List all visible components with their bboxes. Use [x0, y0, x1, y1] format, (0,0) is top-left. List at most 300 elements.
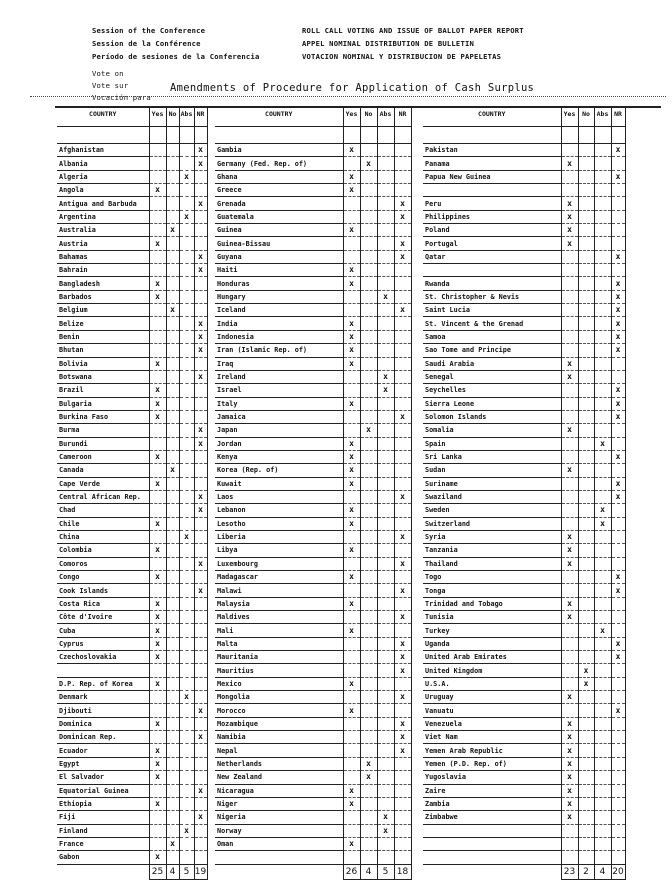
vote-mark-no	[578, 851, 594, 864]
vote-mark-yes	[149, 370, 166, 383]
vote-mark-nr	[194, 597, 207, 610]
vote-mark-no	[578, 477, 594, 490]
vote-mark-no	[166, 344, 179, 357]
vote-mark-no	[166, 624, 179, 637]
table-row	[215, 357, 411, 370]
table-row	[57, 824, 207, 837]
table-row	[215, 330, 411, 343]
vote-mark-nr	[394, 357, 411, 370]
table-row	[57, 197, 207, 210]
vote-mark-nr	[394, 144, 411, 157]
vote-mark-no	[166, 424, 179, 437]
vote-mark-no	[578, 357, 594, 370]
vote-mark-nr	[394, 477, 411, 490]
vote-mark-no	[360, 264, 377, 277]
vote-mark-abs	[377, 410, 394, 423]
vote-mark-abs	[594, 424, 611, 437]
vote-mark-no	[360, 717, 377, 730]
table-row	[215, 717, 411, 730]
vote-mark-abs	[594, 691, 611, 704]
country-name: Iran (Islamic Rep. of)	[215, 344, 343, 357]
country-name: Norway	[215, 824, 343, 837]
vote-mark-abs	[377, 237, 394, 250]
country-name: India	[215, 317, 343, 330]
vote-mark-abs	[377, 691, 394, 704]
vote-mark-yes	[343, 811, 360, 824]
vote-mark-no	[578, 424, 594, 437]
table-row	[57, 464, 207, 477]
country-name: Algeria	[57, 170, 149, 183]
vote-mark-abs	[594, 611, 611, 624]
vote-mark-no	[578, 557, 594, 570]
total-no: 4	[360, 864, 377, 879]
column-header-abs: Abs	[377, 108, 394, 127]
vote-mark-nr	[394, 450, 411, 463]
vote-mark-nr: x	[194, 504, 207, 517]
vote-mark-yes: x	[343, 450, 360, 463]
vote-mark-yes	[343, 237, 360, 250]
vote-mark-yes: x	[561, 544, 578, 557]
vote-mark-abs	[179, 677, 194, 690]
vote-mark-yes	[561, 517, 578, 530]
vote-mark-abs	[594, 557, 611, 570]
column-header-yes: Yes	[343, 108, 360, 127]
totals-row	[423, 864, 625, 879]
vote-mark-abs	[179, 144, 194, 157]
vote-mark-abs	[377, 450, 394, 463]
table-row	[57, 304, 207, 317]
vote-mark-yes	[561, 504, 578, 517]
table-row	[215, 344, 411, 357]
table-row	[57, 744, 207, 757]
vote-mark-no	[360, 317, 377, 330]
vote-mark-no	[166, 597, 179, 610]
vote-mark-abs	[179, 197, 194, 210]
vote-mark-nr: x	[611, 584, 625, 597]
country-name: Chile	[57, 517, 149, 530]
vote-mark-no	[166, 277, 179, 290]
country-name: Denmark	[57, 691, 149, 704]
vote-mark-no	[166, 771, 179, 784]
vote-mark-nr	[394, 851, 411, 864]
vote-mark-abs	[377, 584, 394, 597]
vote-mark-abs	[377, 651, 394, 664]
table-row	[423, 410, 625, 423]
country-name	[423, 824, 561, 837]
vote-mark-no	[360, 224, 377, 237]
vote-mark-no	[578, 624, 594, 637]
country-name: Egypt	[57, 757, 149, 770]
vote-mark-abs	[377, 330, 394, 343]
vote-mark-no	[360, 250, 377, 263]
country-name	[423, 184, 561, 197]
vote-mark-no	[578, 157, 594, 170]
vote-mark-yes	[561, 144, 578, 157]
vote-mark-abs	[594, 210, 611, 223]
country-name: Uruguay	[423, 691, 561, 704]
vote-mark-yes: x	[343, 144, 360, 157]
vote-mark-no	[166, 824, 179, 837]
vote-mark-abs	[594, 490, 611, 503]
vote-mark-abs	[377, 437, 394, 450]
vote-mark-nr: x	[394, 651, 411, 664]
vote-mark-yes	[343, 851, 360, 864]
vote-mark-no	[360, 611, 377, 624]
vote-mark-no	[578, 704, 594, 717]
vote-mark-yes	[149, 210, 166, 223]
vote-mark-yes	[561, 317, 578, 330]
vote-mark-yes: x	[343, 224, 360, 237]
vote-mark-nr	[394, 504, 411, 517]
vote-mark-yes	[343, 290, 360, 303]
table-row	[215, 170, 411, 183]
vote-mark-no	[578, 250, 594, 263]
column-header-country: COUNTRY	[57, 108, 149, 127]
vote-mark-no	[166, 517, 179, 530]
vote-mark-yes: x	[149, 397, 166, 410]
vote-mark-yes	[343, 691, 360, 704]
country-name: Chad	[57, 504, 149, 517]
table-row	[57, 237, 207, 250]
table-row	[57, 264, 207, 277]
vote-mark-yes	[343, 557, 360, 570]
table-row	[215, 490, 411, 503]
country-name: Saudi Arabia	[423, 357, 561, 370]
vote-mark-no	[578, 784, 594, 797]
vote-mark-no	[166, 530, 179, 543]
table-row	[423, 304, 625, 317]
table-row	[57, 330, 207, 343]
table-row	[423, 464, 625, 477]
table-row	[57, 651, 207, 664]
country-name: U.S.A.	[423, 677, 561, 690]
country-name: Viet Nam	[423, 731, 561, 744]
vote-mark-yes: x	[149, 357, 166, 370]
vote-mark-no: x	[360, 424, 377, 437]
vote-mark-abs: x	[594, 517, 611, 530]
country-name: Czechoslovakia	[57, 651, 149, 664]
vote-mark-yes	[561, 437, 578, 450]
table-row	[423, 744, 625, 757]
country-name: Kuwait	[215, 477, 343, 490]
vote-mark-yes	[561, 851, 578, 864]
vote-mark-nr	[194, 571, 207, 584]
vote-mark-yes: x	[149, 517, 166, 530]
vote-mark-no: x	[360, 157, 377, 170]
table-row	[57, 170, 207, 183]
country-name: Rwanda	[423, 277, 561, 290]
vote-mark-yes	[149, 250, 166, 263]
vote-mark-yes: x	[149, 771, 166, 784]
vote-mark-yes	[343, 210, 360, 223]
vote-mark-no	[166, 571, 179, 584]
vote-mark-nr: x	[394, 210, 411, 223]
column-header-nr: NR	[394, 108, 411, 127]
vote-mark-nr: x	[394, 197, 411, 210]
vote-mark-yes: x	[561, 611, 578, 624]
vote-mark-nr: x	[394, 304, 411, 317]
vote-mark-nr: x	[611, 384, 625, 397]
table-row	[215, 584, 411, 597]
vote-mark-yes: x	[561, 557, 578, 570]
vote-mark-abs	[594, 317, 611, 330]
vote-mark-abs	[179, 757, 194, 770]
vote-mark-yes: x	[149, 597, 166, 610]
vote-mark-abs	[179, 237, 194, 250]
table-row	[423, 691, 625, 704]
vote-mark-no	[360, 677, 377, 690]
vote-mark-no	[578, 757, 594, 770]
vote-mark-abs	[377, 517, 394, 530]
vote-mark-yes: x	[343, 544, 360, 557]
table-row	[215, 637, 411, 650]
vote-mark-nr	[194, 651, 207, 664]
table-row	[57, 677, 207, 690]
table-row	[57, 811, 207, 824]
vote-mark-nr: x	[394, 237, 411, 250]
vote-mark-no	[360, 450, 377, 463]
table-row	[215, 664, 411, 677]
vote-mark-no	[166, 357, 179, 370]
table-row	[57, 624, 207, 637]
vote-mark-no	[360, 651, 377, 664]
country-name: Bahamas	[57, 250, 149, 263]
vote-mark-no	[578, 290, 594, 303]
country-name: Bhutan	[57, 344, 149, 357]
country-name: United Arab Emirates	[423, 651, 561, 664]
table-row	[215, 237, 411, 250]
vote-mark-no	[166, 330, 179, 343]
country-name: Sweden	[423, 504, 561, 517]
table-row	[57, 504, 207, 517]
vote-table	[215, 108, 412, 880]
vote-mark-nr	[194, 771, 207, 784]
country-name: Cook Islands	[57, 584, 149, 597]
vote-mark-no	[166, 611, 179, 624]
country-name: Djibouti	[57, 704, 149, 717]
vote-mark-abs	[179, 651, 194, 664]
session-label-es: Período de sesiones de la Conferencia	[92, 52, 260, 61]
vote-mark-nr: x	[611, 571, 625, 584]
vote-mark-nr: x	[394, 584, 411, 597]
vote-mark-yes: x	[561, 811, 578, 824]
header-spacer-row	[423, 127, 625, 144]
vote-mark-yes	[561, 304, 578, 317]
vote-mark-abs	[377, 837, 394, 850]
vote-mark-abs	[179, 597, 194, 610]
vote-mark-abs	[594, 184, 611, 197]
vote-mark-yes: x	[343, 357, 360, 370]
vote-mark-abs	[179, 184, 194, 197]
vote-mark-abs	[594, 450, 611, 463]
vote-mark-no	[578, 731, 594, 744]
vote-mark-no	[166, 170, 179, 183]
report-title-fr: APPEL NOMINAL DISTRIBUTION DE BULLETIN	[302, 39, 475, 48]
vote-mark-abs	[594, 357, 611, 370]
vote-mark-yes: x	[561, 597, 578, 610]
vote-mark-yes	[561, 824, 578, 837]
vote-mark-yes	[149, 464, 166, 477]
totals-row	[215, 864, 411, 879]
vote-mark-nr: x	[394, 664, 411, 677]
table-row	[215, 797, 411, 810]
vote-mark-yes	[343, 410, 360, 423]
vote-mark-nr: x	[611, 651, 625, 664]
table-row	[215, 317, 411, 330]
vote-mark-nr	[611, 811, 625, 824]
vote-mark-no	[166, 157, 179, 170]
country-name: Indonesia	[215, 330, 343, 343]
country-name: Greece	[215, 184, 343, 197]
vote-mark-nr	[194, 237, 207, 250]
vote-mark-yes	[561, 184, 578, 197]
vote-mark-nr	[194, 357, 207, 370]
total-no: 2	[578, 864, 594, 879]
country-name: Panama	[423, 157, 561, 170]
country-name: Burma	[57, 424, 149, 437]
vote-mark-nr: x	[394, 250, 411, 263]
vote-mark-nr	[194, 384, 207, 397]
table-row	[423, 170, 625, 183]
vote-mark-no	[360, 144, 377, 157]
table-row	[423, 317, 625, 330]
table-row	[215, 477, 411, 490]
vote-mark-abs	[594, 250, 611, 263]
vote-mark-abs	[377, 504, 394, 517]
vote-mark-no	[360, 784, 377, 797]
vote-mark-abs	[179, 250, 194, 263]
vote-table	[57, 108, 208, 880]
country-name: France	[57, 837, 149, 850]
vote-mark-yes: x	[149, 611, 166, 624]
table-row	[57, 664, 207, 677]
table-row	[215, 784, 411, 797]
vote-mark-abs: x	[594, 504, 611, 517]
vote-mark-yes: x	[561, 771, 578, 784]
vote-mark-no	[578, 691, 594, 704]
vote-mark-no	[578, 370, 594, 383]
country-name: Ghana	[215, 170, 343, 183]
vote-mark-yes	[343, 530, 360, 543]
vote-mark-no: x	[166, 837, 179, 850]
table-row	[57, 397, 207, 410]
vote-mark-abs	[594, 571, 611, 584]
country-name: Bahrain	[57, 264, 149, 277]
country-name: Luxembourg	[215, 557, 343, 570]
vote-mark-nr	[194, 397, 207, 410]
column-header-abs: Abs	[179, 108, 194, 127]
country-name: Botswana	[57, 370, 149, 383]
country-name: Hungary	[215, 290, 343, 303]
vote-mark-yes	[343, 651, 360, 664]
vote-mark-nr	[194, 450, 207, 463]
vote-mark-nr	[194, 824, 207, 837]
vote-mark-no	[360, 304, 377, 317]
vote-mark-nr	[394, 704, 411, 717]
vote-mark-nr	[611, 517, 625, 530]
vote-mark-abs	[594, 224, 611, 237]
vote-mark-no	[578, 277, 594, 290]
vote-mark-no	[360, 851, 377, 864]
column-header-no: No	[360, 108, 377, 127]
table-row	[215, 544, 411, 557]
table-row	[57, 490, 207, 503]
vote-mark-abs	[179, 290, 194, 303]
table-row	[215, 757, 411, 770]
vote-mark-no	[360, 384, 377, 397]
country-name: Tunisia	[423, 611, 561, 624]
vote-mark-abs: x	[377, 824, 394, 837]
vote-mark-no	[578, 651, 594, 664]
vote-mark-yes: x	[343, 184, 360, 197]
country-name: Congo	[57, 571, 149, 584]
country-name: Kenya	[215, 450, 343, 463]
table-row	[57, 357, 207, 370]
country-name: Belize	[57, 317, 149, 330]
country-name: Qatar	[423, 250, 561, 263]
table-row	[423, 370, 625, 383]
vote-mark-nr	[611, 677, 625, 690]
table-row	[57, 437, 207, 450]
vote-mark-nr: x	[611, 704, 625, 717]
country-name: Bulgaria	[57, 397, 149, 410]
vote-mark-yes	[561, 677, 578, 690]
vote-mark-yes	[561, 410, 578, 423]
vote-mark-no	[360, 184, 377, 197]
vote-mark-no	[166, 784, 179, 797]
table-row	[423, 771, 625, 784]
vote-mark-nr: x	[611, 637, 625, 650]
table-row	[215, 397, 411, 410]
country-name: Finland	[57, 824, 149, 837]
vote-mark-abs	[594, 744, 611, 757]
country-name: Lebanon	[215, 504, 343, 517]
vote-mark-no	[360, 691, 377, 704]
vote-mark-nr: x	[394, 530, 411, 543]
country-name: Uganda	[423, 637, 561, 650]
country-name: Zambia	[423, 797, 561, 810]
vote-mark-no	[166, 237, 179, 250]
vote-mark-no	[578, 304, 594, 317]
vote-mark-no	[578, 237, 594, 250]
vote-mark-nr: x	[194, 144, 207, 157]
country-name: Ethiopia	[57, 797, 149, 810]
country-name: Fiji	[57, 811, 149, 824]
vote-mark-no	[360, 290, 377, 303]
vote-mark-nr	[611, 691, 625, 704]
country-name: Yugoslavia	[423, 771, 561, 784]
vote-mark-yes	[149, 811, 166, 824]
vote-mark-abs: x	[179, 691, 194, 704]
vote-mark-nr	[194, 797, 207, 810]
total-abs: 5	[179, 864, 194, 879]
country-name: Gambia	[215, 144, 343, 157]
vote-mark-yes	[149, 144, 166, 157]
vote-mark-yes	[149, 691, 166, 704]
country-name: Mali	[215, 624, 343, 637]
total-yes: 26	[343, 864, 360, 879]
country-name: Nigeria	[215, 811, 343, 824]
table-row	[423, 490, 625, 503]
vote-mark-yes: x	[561, 757, 578, 770]
vote-mark-abs	[179, 490, 194, 503]
country-name: St. Vincent & the Grenad	[423, 317, 561, 330]
vote-mark-nr	[394, 290, 411, 303]
total-nr: 18	[394, 864, 411, 879]
vote-mark-nr: x	[394, 744, 411, 757]
vote-mark-no	[166, 410, 179, 423]
table-row	[423, 677, 625, 690]
